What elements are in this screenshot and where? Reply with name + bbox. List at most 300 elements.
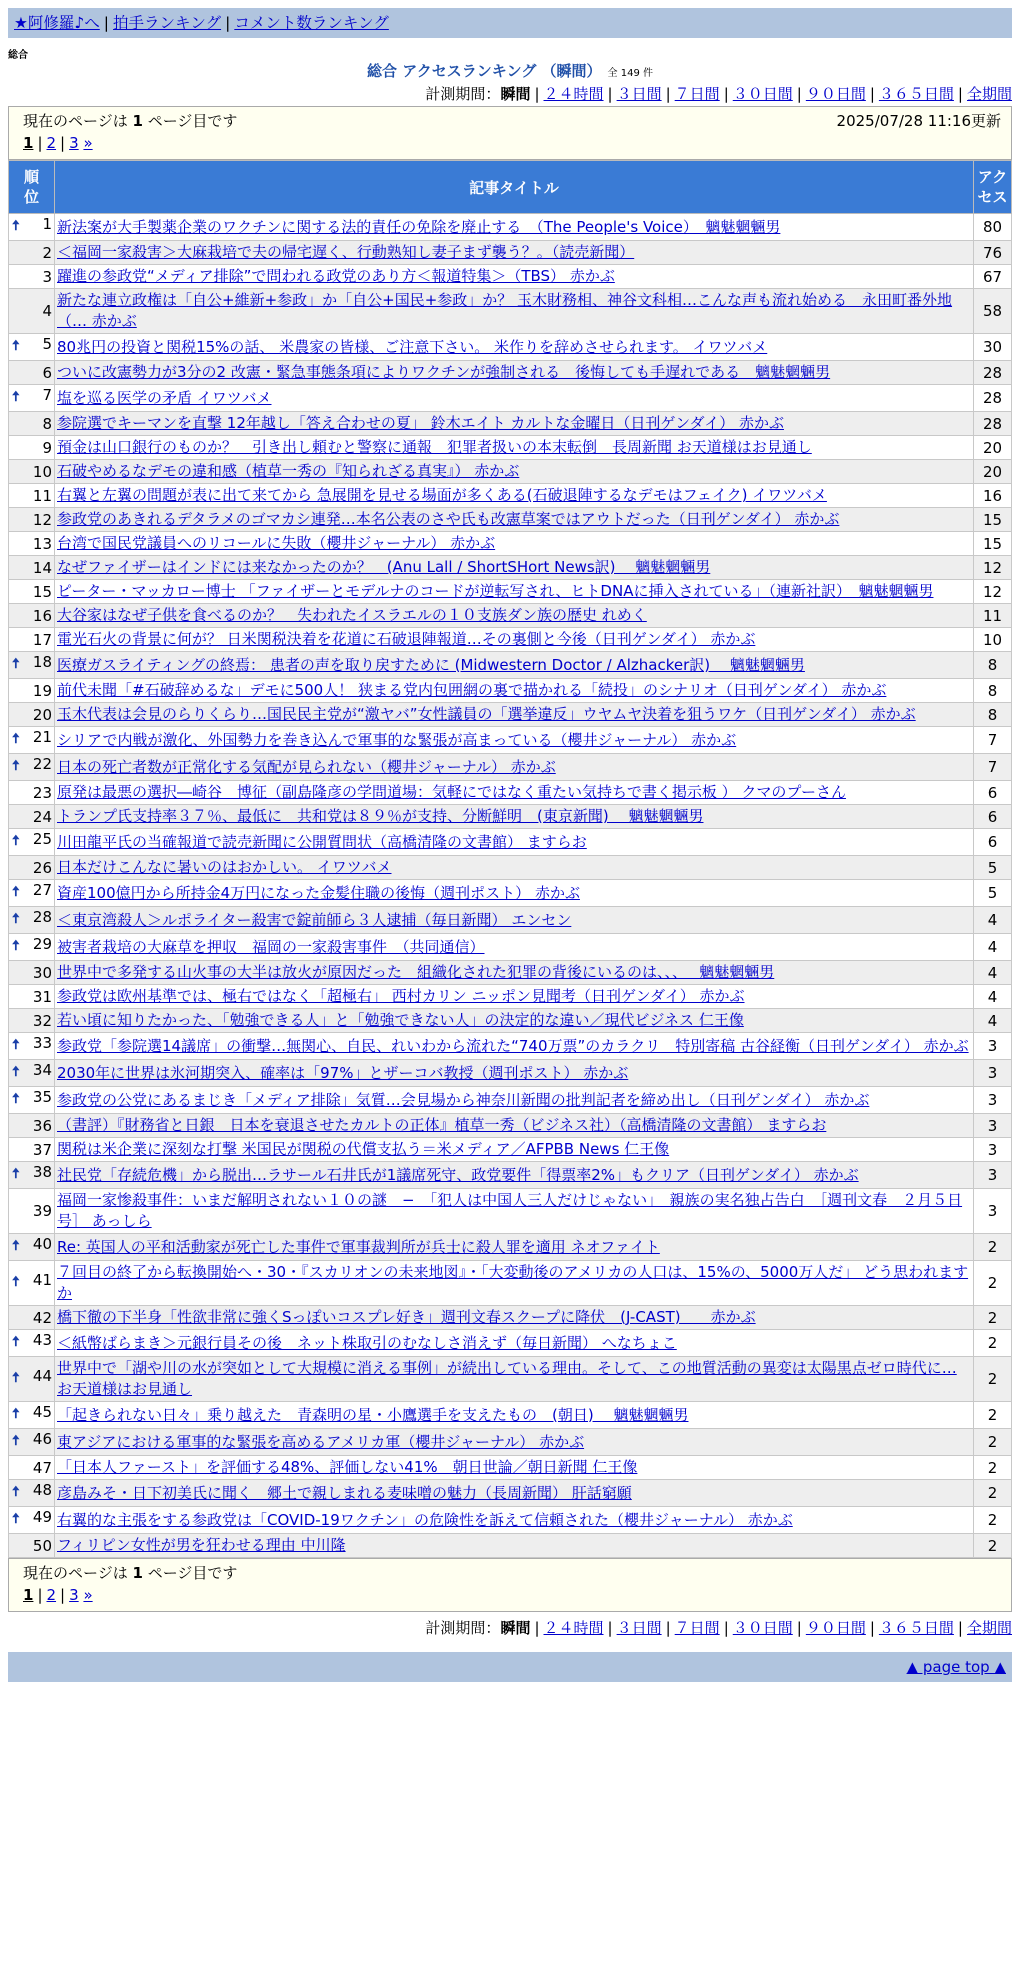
rank-cell [9,1306,55,1330]
article-link[interactable]: 石破やめるなデモの違和感（植草一秀の『知られざる真実』） 赤かぶ [57,462,520,480]
table-row [9,532,1012,556]
access-count: 8 [974,652,1012,679]
rank-number: 15 [32,582,52,601]
rank-number: 43 [32,1331,52,1349]
access-count: 5 [974,880,1012,907]
page-separator: | [37,134,43,152]
title-cell [55,880,974,907]
pagination-top [23,133,1001,155]
rank-cell [9,1480,55,1507]
table-row [9,1138,1012,1162]
item-count: 全 149 件 [607,68,653,79]
rank-cell [9,1357,55,1402]
access-count: 5 [974,856,1012,880]
period-separator: | [796,85,802,103]
article-link[interactable]: 「起きられない日々」乗り越えた 青森明の星・小鷹選手を支えたもの (朝日) 魑魅魍魎男 [57,1405,689,1424]
title-cell [55,334,974,361]
rank-cell [9,289,55,334]
title-cell [55,361,974,385]
table-row [9,265,1012,289]
article-link[interactable]: 「日本人ファースト」を評価する48%、評価しない41% 朝日世論／朝日新聞 仁王像 [57,1458,638,1476]
title-cell [55,934,974,961]
page-separator: | [60,134,66,152]
rank-cell [9,1402,55,1429]
page-separator: | [37,1586,43,1604]
access-count: 8 [974,703,1012,727]
rank-up-arrow-icon: 🠅 [12,1370,20,1386]
table-row [9,508,1012,532]
next-page-link[interactable]: » [83,1586,93,1604]
rank-up-arrow-icon: 🠅 [12,1511,20,1527]
period-option-link[interactable]: ３６５日間 [878,1619,954,1637]
comment-ranking-link[interactable]: コメント数ランキング [234,14,389,32]
rank-number: 31 [32,987,52,1006]
rank-cell [9,703,55,727]
rank-cell [9,604,55,628]
rank-number: 50 [32,1536,52,1555]
page-info-bottom [8,1558,1012,1612]
table-row [9,781,1012,805]
article-link[interactable]: 躍進の参政党“メディア排除”で問われる政党のあり方＜報道特集＞（TBS） 赤かぶ [57,267,615,285]
title-cell [55,436,974,460]
title-cell [55,703,974,727]
period-option-link[interactable]: ２４時間 [543,1619,604,1637]
title-cell [55,1456,974,1480]
access-count: 2 [974,1534,1012,1558]
rank-cell [9,907,55,934]
period-current: 瞬間 [500,85,531,103]
rank-cell [9,961,55,985]
page-top-link[interactable]: ▲ page top ▲ [906,1658,1006,1676]
access-count: 2 [974,1330,1012,1357]
access-count: 7 [974,754,1012,781]
article-link[interactable]: 世界中で多発する山火事の大半は放火が原因だった 組織化された犯罪の背後にいるのは、、、 魑魅魍魎男 [57,963,775,981]
rank-number: 38 [32,1163,52,1181]
period-separator: | [723,85,729,103]
table-row [9,556,1012,580]
title-cell [55,214,974,241]
title-cell [55,556,974,580]
article-link[interactable]: 参院選でキーマンを直撃 12年越し「答え合わせの夏」 鈴木エイト カルトな金曜日（日刊ゲンダイ） 赤かぶ [57,414,784,432]
period-option-link[interactable]: 全期間 [966,85,1012,103]
rank-cell [9,1234,55,1261]
rank-header: 順位 [9,161,55,214]
period-option-link[interactable]: ３０日間 [732,1619,793,1637]
title-cell [55,907,974,934]
period-option-link[interactable]: ７日間 [674,85,720,103]
category-label: 総合 [8,50,28,61]
table-row [9,1261,1012,1306]
article-link[interactable]: 右翼と左翼の問題が表に出て来てから 急展開を見せる場面が多くある(石破退陣するなデモはフェイク) イワツバメ [57,486,827,504]
rank-cell [9,484,55,508]
access-count: 2 [974,1429,1012,1456]
access-count: 3 [974,1087,1012,1114]
rank-number: 48 [32,1481,52,1499]
access-count: 80 [974,214,1012,241]
article-link[interactable]: 東アジアにおける軍事的な緊張を高めるアメリカ軍（櫻井ジャーナル） 赤かぶ [57,1432,585,1451]
access-count: 20 [974,436,1012,460]
table-row [9,460,1012,484]
article-link[interactable]: 日本だけこんなに暑いのはおかしい。 イワツバメ [57,858,392,876]
table-row [9,985,1012,1009]
rank-number: 21 [32,728,52,746]
page-link[interactable]: 2 [46,134,57,152]
period-option-link[interactable]: ３日間 [616,85,662,103]
article-link[interactable]: 新法案が大手製薬企業のワクチンに関する法的責任の免除を廃止する （The People's Voice） 魑魅魍魎男 [57,217,781,236]
article-link[interactable]: 塩を巡る医学の矛盾 イワツバメ [57,388,272,407]
rank-cell [9,1162,55,1189]
period-separator: | [957,85,963,103]
table-row [9,436,1012,460]
pagination-bottom [23,1585,1001,1607]
table-row [9,754,1012,781]
table-row [9,652,1012,679]
access-count: 67 [974,265,1012,289]
table-row [9,880,1012,907]
period-separator: | [607,1619,613,1637]
title-cell [55,1429,974,1456]
article-link[interactable]: フィリピン女性が男を狂わせる理由 中川隆 [57,1536,346,1554]
title-cell [55,1306,974,1330]
rank-number: 9 [42,438,52,457]
rank-up-arrow-icon: 🠅 [12,884,20,900]
rank-cell [9,985,55,1009]
title-cell [55,385,974,412]
title-cell [55,1033,974,1060]
title-cell [55,412,974,436]
title-header: 記事タイトル [55,161,974,214]
article-link[interactable]: ピーター・マッカロー博士 「ファイザーとモデルナのコードが逆転写され、ヒトDNAに挿入されている」（連新社訳） 魑魅魍魎男 [57,582,934,600]
title-cell [55,1114,974,1138]
article-link[interactable]: 参政党の公党にあるまじき「メディア排除」気質…会見場から神奈川新聞の批判記者を締め出し（日刊ゲンダイ） 赤かぶ [57,1090,870,1109]
article-link[interactable]: ＜紙幣ばらまき＞元銀行員その後 ネット株取引のむなしさ消えず（毎日新聞） へなちょこ [57,1333,677,1352]
access-count: 30 [974,334,1012,361]
rank-cell [9,532,55,556]
updated-timestamp: 2025/07/28 11:16更新 [836,112,1001,130]
access-count: 58 [974,289,1012,334]
rank-number: 29 [32,935,52,953]
rank-number: 35 [32,1088,52,1106]
article-link[interactable]: 福岡一家惨殺事件：いまだ解明されない１０の謎 − 「犯人は中国人三人だけじゃない」 親族の実名独占告白 ［週刊文春 ２月５日号］ あっしら [57,1191,963,1230]
rank-number: 25 [32,830,52,848]
rank-number: 14 [32,558,52,577]
rank-up-arrow-icon: 🠅 [12,1037,20,1053]
article-link[interactable]: トランプ氏支持率３７％、最低に 共和党は８９％が支持、分断鮮明 (東京新聞) 魑魅魍魎男 [57,807,704,825]
page-link-current: 1 [23,134,34,152]
table-row [9,385,1012,412]
article-link[interactable]: 80兆円の投資と関税15%の話、 米農家の皆様、ご注意下さい。 米作りを辞めさせられます。 イワツバメ [57,337,768,356]
access-count: 4 [974,934,1012,961]
rank-cell [9,1189,55,1234]
table-row [9,961,1012,985]
article-link[interactable]: 関税は米企業に深刻な打撃 米国民が関税の代償支払う＝米メディア／AFPBB News 仁王像 [57,1140,670,1158]
period-separator: | [665,1619,671,1637]
rank-cell [9,934,55,961]
rank-cell [9,508,55,532]
title-cell [55,1189,974,1234]
bottom-bar [8,1652,1012,1682]
rank-cell [9,628,55,652]
rank-cell [9,1534,55,1558]
title-cell [55,265,974,289]
top-nav-bar [8,8,1012,38]
table-row [9,412,1012,436]
table-row [9,1087,1012,1114]
article-link[interactable]: なぜファイザーはインドには来なかったのか？ (Anu Lall / ShortSHort News訳) 魑魅魍魎男 [57,558,711,576]
rank-number: 39 [32,1202,52,1220]
period-selector-top [8,82,1012,106]
rank-cell [9,805,55,829]
rank-number: 4 [42,302,52,320]
access-count: 8 [974,679,1012,703]
article-link[interactable]: 電光石火の背景に何が？ 日米関税決着を花道に石破退陣報道…その裏側と今後（日刊ゲンダイ） 赤かぶ [57,630,756,648]
rank-cell [9,1330,55,1357]
access-count: 2 [974,1234,1012,1261]
title-cell [55,532,974,556]
access-header: アクセス [974,161,1012,214]
rank-cell [9,214,55,241]
title-cell [55,1009,974,1033]
rank-number: 12 [32,510,52,529]
rank-cell [9,1138,55,1162]
title-cell [55,805,974,829]
rank-up-arrow-icon: 🠅 [12,1238,20,1254]
rank-cell [9,1261,55,1306]
title-cell [55,1162,974,1189]
period-option-link[interactable]: ９０日間 [805,1619,866,1637]
rank-number: 37 [32,1140,52,1159]
article-link[interactable]: 右翼的な主張をする参政党は「COVID-19ワクチン」の危険性を訴えて信頼された（櫻井ジャーナル） 赤かぶ [57,1510,793,1529]
article-link[interactable]: ＜東京湾殺人＞ルポライター殺害で錠前師ら３人逮捕（毎日新聞） エンセン [57,910,572,929]
rank-up-arrow-icon: 🠅 [12,938,20,954]
access-count: 20 [974,460,1012,484]
rank-number: 26 [32,858,52,877]
rank-cell [9,1456,55,1480]
article-link[interactable]: 川田龍平氏の当確報道で読売新聞に公開質問状（高橋清隆の文書館） ますらお [57,832,587,851]
article-link[interactable]: 社民党「存続危機」から脱出…ラサール石井氏が1議席死守、政党要件「得票率2%」もクリア（日刊ゲンダイ） 赤かぶ [57,1165,859,1184]
article-link[interactable]: 参政党のあきれるデタラメのゴマカシ連発…本名公表のさや氏も改憲草案ではアウトだった（日刊ゲンダイ） 赤かぶ [57,510,840,528]
rank-number: 6 [42,363,52,382]
table-row [9,241,1012,265]
title-cell [55,856,974,880]
rank-cell [9,412,55,436]
next-page-link[interactable]: » [83,134,93,152]
period-label: 計測期間： [425,1619,501,1637]
rank-number: 22 [32,755,52,773]
period-option-link[interactable]: ３６５日間 [878,85,954,103]
rank-cell [9,652,55,679]
title-cell [55,1480,974,1507]
article-link[interactable]: 預金は山口銀行のものか？ 引き出し頼むと警察に通報 犯罪者扱いの本末転倒 長周新聞 お天道様はお見通し [57,438,812,456]
access-count: 3 [974,1033,1012,1060]
rank-cell [9,556,55,580]
access-count: 4 [974,961,1012,985]
article-link[interactable]: 原発は最悪の選択―崎谷 博征（副島隆彦の学問道場：気軽にではなく重たい気持ちで書く掲示板 ） クマのプーさん [57,783,846,801]
rank-cell [9,727,55,754]
table-row [9,679,1012,703]
access-count: 2 [974,1261,1012,1306]
rank-up-arrow-icon: 🠅 [12,656,20,672]
rank-cell [9,856,55,880]
applause-ranking-link[interactable]: 拍手ランキング [113,14,222,32]
table-row [9,604,1012,628]
access-count: 6 [974,805,1012,829]
rank-number: 7 [42,386,52,404]
rank-cell [9,1087,55,1114]
access-count: 2 [974,1306,1012,1330]
period-current: 瞬間 [500,1619,531,1637]
rank-number: 13 [32,534,52,553]
table-row [9,1162,1012,1189]
article-link[interactable]: 日本の死亡者数が正常化する気配が見られない（櫻井ジャーナル） 赤かぶ [57,757,556,776]
title-cell [55,1138,974,1162]
article-link[interactable]: Re: 英国人の平和活動家が死亡した事件で軍事裁判所が兵士に殺人罪を適用 ネオファイト [57,1237,660,1256]
article-link[interactable]: 被害者栽培の大麻草を押収 福岡の一家殺害事件 （共同通信） [57,937,485,956]
page-separator: | [60,1586,66,1604]
article-link[interactable]: ＜福岡一家殺害＞大麻栽培で夫の帰宅遅く、行動熟知し妻子まず襲う？。（読売新聞） [57,243,635,261]
table-row [9,934,1012,961]
rank-number: 2 [42,243,52,262]
table-row [9,805,1012,829]
access-count: 4 [974,907,1012,934]
table-row [9,580,1012,604]
access-count: 3 [974,1138,1012,1162]
article-link[interactable]: 玉木代表は会見のらりくらり…国民民主党が“激ヤバ”女性議員の「選挙違反」ウヤムヤ決着を狙うワケ（日刊ゲンダイ） 赤かぶ [57,705,916,723]
rank-number: 27 [32,881,52,899]
rank-cell [9,1033,55,1060]
access-count: 2 [974,1480,1012,1507]
article-link[interactable]: 橋下徹の下半身「性欲非常に強くSっぽいコスプレ好き」週刊文春スクープに降伏 (J-CAST) 赤かぶ [57,1308,756,1326]
table-row [9,334,1012,361]
access-count: 28 [974,385,1012,412]
access-count: 16 [974,484,1012,508]
article-link[interactable]: 医療ガスライティングの終焉： 患者の声を取り戻すために (Midwestern Doctor / Alzhacker訳) 魑魅魍魎男 [57,655,805,674]
period-option-link[interactable]: ３０日間 [732,85,793,103]
article-link[interactable]: 台湾で国民党議員へのリコールに失敗（櫻井ジャーナル） 赤かぶ [57,534,496,552]
page-info-top [8,106,1012,160]
table-row [9,1114,1012,1138]
page-link[interactable]: 3 [69,1586,79,1604]
rank-cell [9,1060,55,1087]
access-count: 4 [974,1009,1012,1033]
rank-cell [9,385,55,412]
article-link[interactable]: 資産100億円から所持金4万円になった金髪住職の後悔（週刊ポスト） 赤かぶ [57,883,580,902]
table-row [9,1009,1012,1033]
title-cell [55,508,974,532]
rank-cell [9,1507,55,1534]
access-count: 12 [974,580,1012,604]
rank-cell [9,460,55,484]
article-link[interactable]: 新たな連立政権は「自公+維新+参政」か「自公+国民+参政」か？ 玉木財務相、神谷文科相…こんな声も流れ始める 永田町番外地（… 赤かぶ [57,291,953,330]
rank-number: 47 [32,1458,52,1477]
article-link[interactable]: 参政党「参院選14議席」の衝撃…無関心、自民、れいわから流れた“740万票”のカラクリ 特別寄稿 古谷経衡（日刊ゲンダイ） 赤かぶ [57,1036,969,1055]
rank-up-arrow-icon: 🠅 [12,731,20,747]
article-link[interactable]: 彦島みそ・日下初美氏に聞く 郷土で親しまれる麦味噌の魅力（長周新聞） 肝話窮願 [57,1483,632,1502]
period-option-link[interactable]: 全期間 [966,1619,1012,1637]
page-link[interactable]: 2 [46,1586,57,1604]
rank-cell [9,880,55,907]
period-selector-bottom [8,1616,1012,1640]
title-cell [55,1060,974,1087]
table-row [9,907,1012,934]
table-row [9,1507,1012,1534]
table-row [9,1189,1012,1234]
period-option-link[interactable]: ３日間 [616,1619,662,1637]
rank-number: 46 [32,1430,52,1448]
article-link[interactable]: 2030年に世界は氷河期突入、確率は「97%」とザーコバ教授（週刊ポスト） 赤かぶ [57,1063,629,1082]
access-count: 3 [974,1189,1012,1234]
rank-up-arrow-icon: 🠅 [12,1406,20,1422]
access-count: 10 [974,628,1012,652]
page-link[interactable]: 3 [69,134,79,152]
period-option-link[interactable]: ９０日間 [805,85,866,103]
article-link[interactable]: ついに改憲勢力が3分の2 改憲・緊急事態条項によりワクチンが強制される 後悔しても手遅れである 魑魅魍魎男 [57,363,831,381]
rank-number: 11 [32,486,52,505]
article-link[interactable]: 若い頃に知りたかった、「勉強できる人」と「勉強できない人」の決定的な違い／現代ビジネス 仁王像 [57,1011,744,1029]
article-link[interactable]: （書評）『財務省と日銀 日本を衰退させたカルトの正体』植草一秀（ビジネス社）（高橋清隆の文書館） ますらお [57,1116,827,1134]
rank-up-arrow-icon: 🠅 [12,389,20,405]
table-row [9,1534,1012,1558]
rank-cell [9,1114,55,1138]
article-link[interactable]: 大谷家はなぜ子供を食べるのか？ 失われたイスラエルの１０支族ダン族の歴史 れめく [57,606,647,624]
rank-cell [9,754,55,781]
rank-cell [9,361,55,385]
rank-number: 33 [32,1034,52,1052]
title-cell [55,604,974,628]
rank-number: 3 [42,267,52,286]
title-cell [55,781,974,805]
period-option-link[interactable]: ７日間 [674,1619,720,1637]
table-row [9,628,1012,652]
title-cell [55,961,974,985]
home-link[interactable]: ★阿修羅♪へ [14,14,100,32]
rank-up-arrow-icon: 🠅 [12,1334,20,1350]
title-cell [55,580,974,604]
access-count: 15 [974,508,1012,532]
access-count: 2 [974,1357,1012,1402]
access-count: 2 [974,1456,1012,1480]
article-link[interactable]: 参政党は欧州基準では、極右ではなく「超極右」 西村カリン ニッポン見聞考（日刊ゲンダイ） 赤かぶ [57,987,745,1005]
access-count: 76 [974,241,1012,265]
table-row [9,703,1012,727]
table-row [9,1429,1012,1456]
rank-cell [9,580,55,604]
rank-number: 1 [42,215,52,233]
table-row [9,484,1012,508]
rank-up-arrow-icon: 🠅 [12,1064,20,1080]
rank-cell [9,1009,55,1033]
title-cell [55,1087,974,1114]
rank-cell [9,1429,55,1456]
title-cell [55,628,974,652]
rank-number: 16 [32,606,52,625]
article-link[interactable]: ７回目の終了から転換開始へ・30・『スカリオンの未来地図』・「大変動後のアメリカの人口は、15%の、5000万人だ」 どう思われますか [57,1263,969,1302]
period-option-link[interactable]: ２４時間 [543,85,604,103]
title-cell [55,1261,974,1306]
article-link[interactable]: 世界中で「湖や川の水が突如として大規模に消える事例」が続出している理由。そして、この地質活動の異変は太陽黒点ゼロ時代に… お天道様はお見通し [57,1359,957,1398]
article-link[interactable]: 前代未聞「#石破辞めるな」デモに500人！ 狭まる党内包囲網の裏で描かれる「続投」のシナリオ（日刊ゲンダイ） 赤かぶ [57,681,887,699]
period-separator: | [869,85,875,103]
article-link[interactable]: シリアで内戦が激化、外国勢力を巻き込んで軍事的な緊張が高まっている（櫻井ジャーナル） 赤かぶ [57,730,737,749]
rank-number: 28 [32,908,52,926]
access-count: 28 [974,412,1012,436]
table-row [9,1234,1012,1261]
access-count: 12 [974,556,1012,580]
rank-up-arrow-icon: 🠅 [12,1166,20,1182]
page-link-current: 1 [23,1586,34,1604]
table-row [9,1330,1012,1357]
rank-number: 20 [32,705,52,724]
